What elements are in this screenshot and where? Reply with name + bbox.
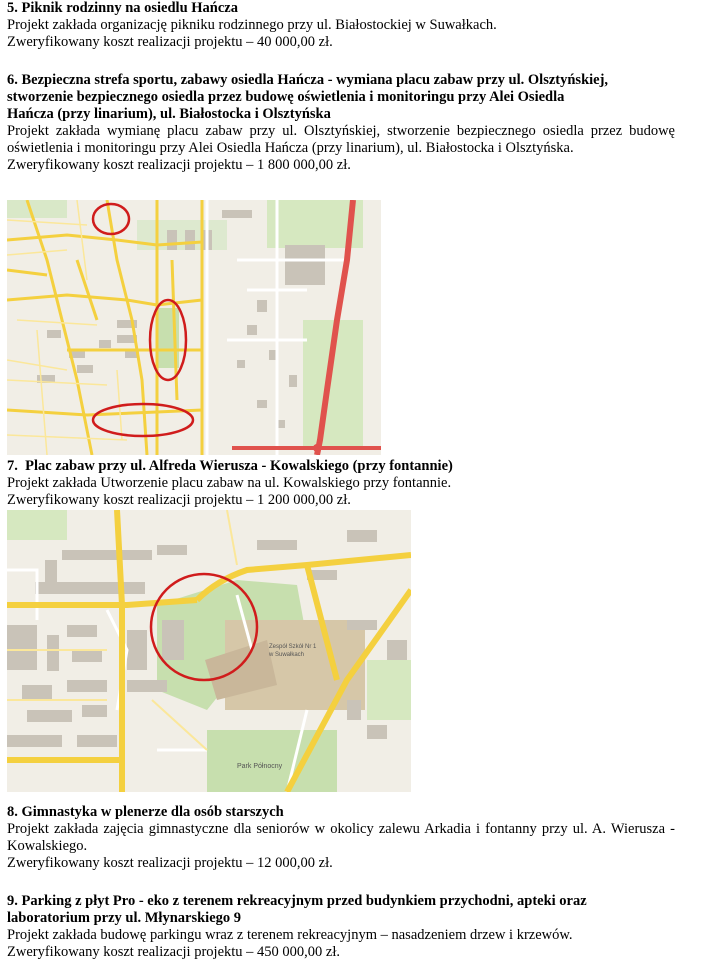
section-6 xyxy=(7,72,675,174)
section-5-description: Projekt zakłada organizację pikniku rodzinnego przy ul. Białostockiej w Suwałkach. xyxy=(7,17,497,33)
map-osiedle-hancza xyxy=(7,200,381,455)
section-8 xyxy=(7,804,675,872)
section-6-title-line-1: 6. Bezpieczna strefa sportu, zabawy osiedla Hańcza - wymiana placu zabaw przy ul. Olsztyńskiej, xyxy=(7,72,609,88)
section-5-cost: Zweryfikowany koszt realizacji projektu – 40 000,00 zł. xyxy=(7,34,333,50)
section-6-title-line-3: Hańcza (przy linarium), ul. Białostocka i Olsztyńska xyxy=(7,106,331,122)
section-8-title: 8. Gimnastyka w plenerze dla osób starszych xyxy=(7,804,284,820)
section-7 xyxy=(7,458,675,509)
section-7-description: Projekt zakłada Utworzenie placu zabaw na ul. Kowalskiego przy fontannie. xyxy=(7,475,452,491)
section-9-cost: Zweryfikowany koszt realizacji projektu – 450 000,00 zł. xyxy=(7,944,340,960)
section-5-title: 5. Piknik rodzinny na osiedlu Hańcza xyxy=(7,0,238,16)
section-9-title-line-1: 9. Parking z płyt Pro - eko z terenem rekreacyjnym przed budynkiem przychodni, apteki oraz xyxy=(7,893,587,909)
section-9-description: Projekt zakłada budowę parkingu wraz z terenem rekreacyjnym – nasadzeniem drzew i krzewów. xyxy=(7,927,573,943)
section-6-cost: Zweryfikowany koszt realizacji projektu – 1 800 000,00 zł. xyxy=(7,157,351,173)
section-7-title: 7. Plac zabaw przy ul. Alfreda Wierusza - Kowalskiego (przy fontannie) xyxy=(7,458,453,474)
map-plac-zabaw-graphic xyxy=(7,510,411,792)
section-9 xyxy=(7,893,675,961)
map-label-park: Park Północny xyxy=(237,763,283,770)
section-8-description: Projekt zakłada zajęcia gimnastyczne dla seniorów w okolicy zalewu Arkadia i fontanny przy ul. A. Wierusza - Kowalskiego. xyxy=(7,821,675,854)
map-plac-zabaw-kowalskiego xyxy=(7,510,411,792)
section-7-cost: Zweryfikowany koszt realizacji projektu – 1 200 000,00 zł. xyxy=(7,492,351,508)
map-label-school: Zespół Szkół Nr 1 xyxy=(269,644,317,650)
section-6-title-line-2: stworzenie bezpiecznego osiedla przez budowę oświetlenia i monitoringu przy Alei Osiedla xyxy=(7,89,565,105)
map-osiedle-hancza-graphic xyxy=(7,200,381,455)
section-5 xyxy=(7,0,675,51)
map-label-school-sub: w Suwałkach xyxy=(269,652,305,658)
section-8-cost: Zweryfikowany koszt realizacji projektu – 12 000,00 zł. xyxy=(7,855,333,871)
section-9-title-line-2: laboratorium przy ul. Młynarskiego 9 xyxy=(7,910,242,926)
section-6-description: Projekt zakłada wymianę placu zabaw przy ul. Olsztyńskiej, stworzenie bezpiecznego osiedla przez budowę oświetlenia i monitoringu przy Alei Osiedla Hańcza (przy linarium), ul. Białostocka i Olsztyńska. xyxy=(7,123,675,156)
